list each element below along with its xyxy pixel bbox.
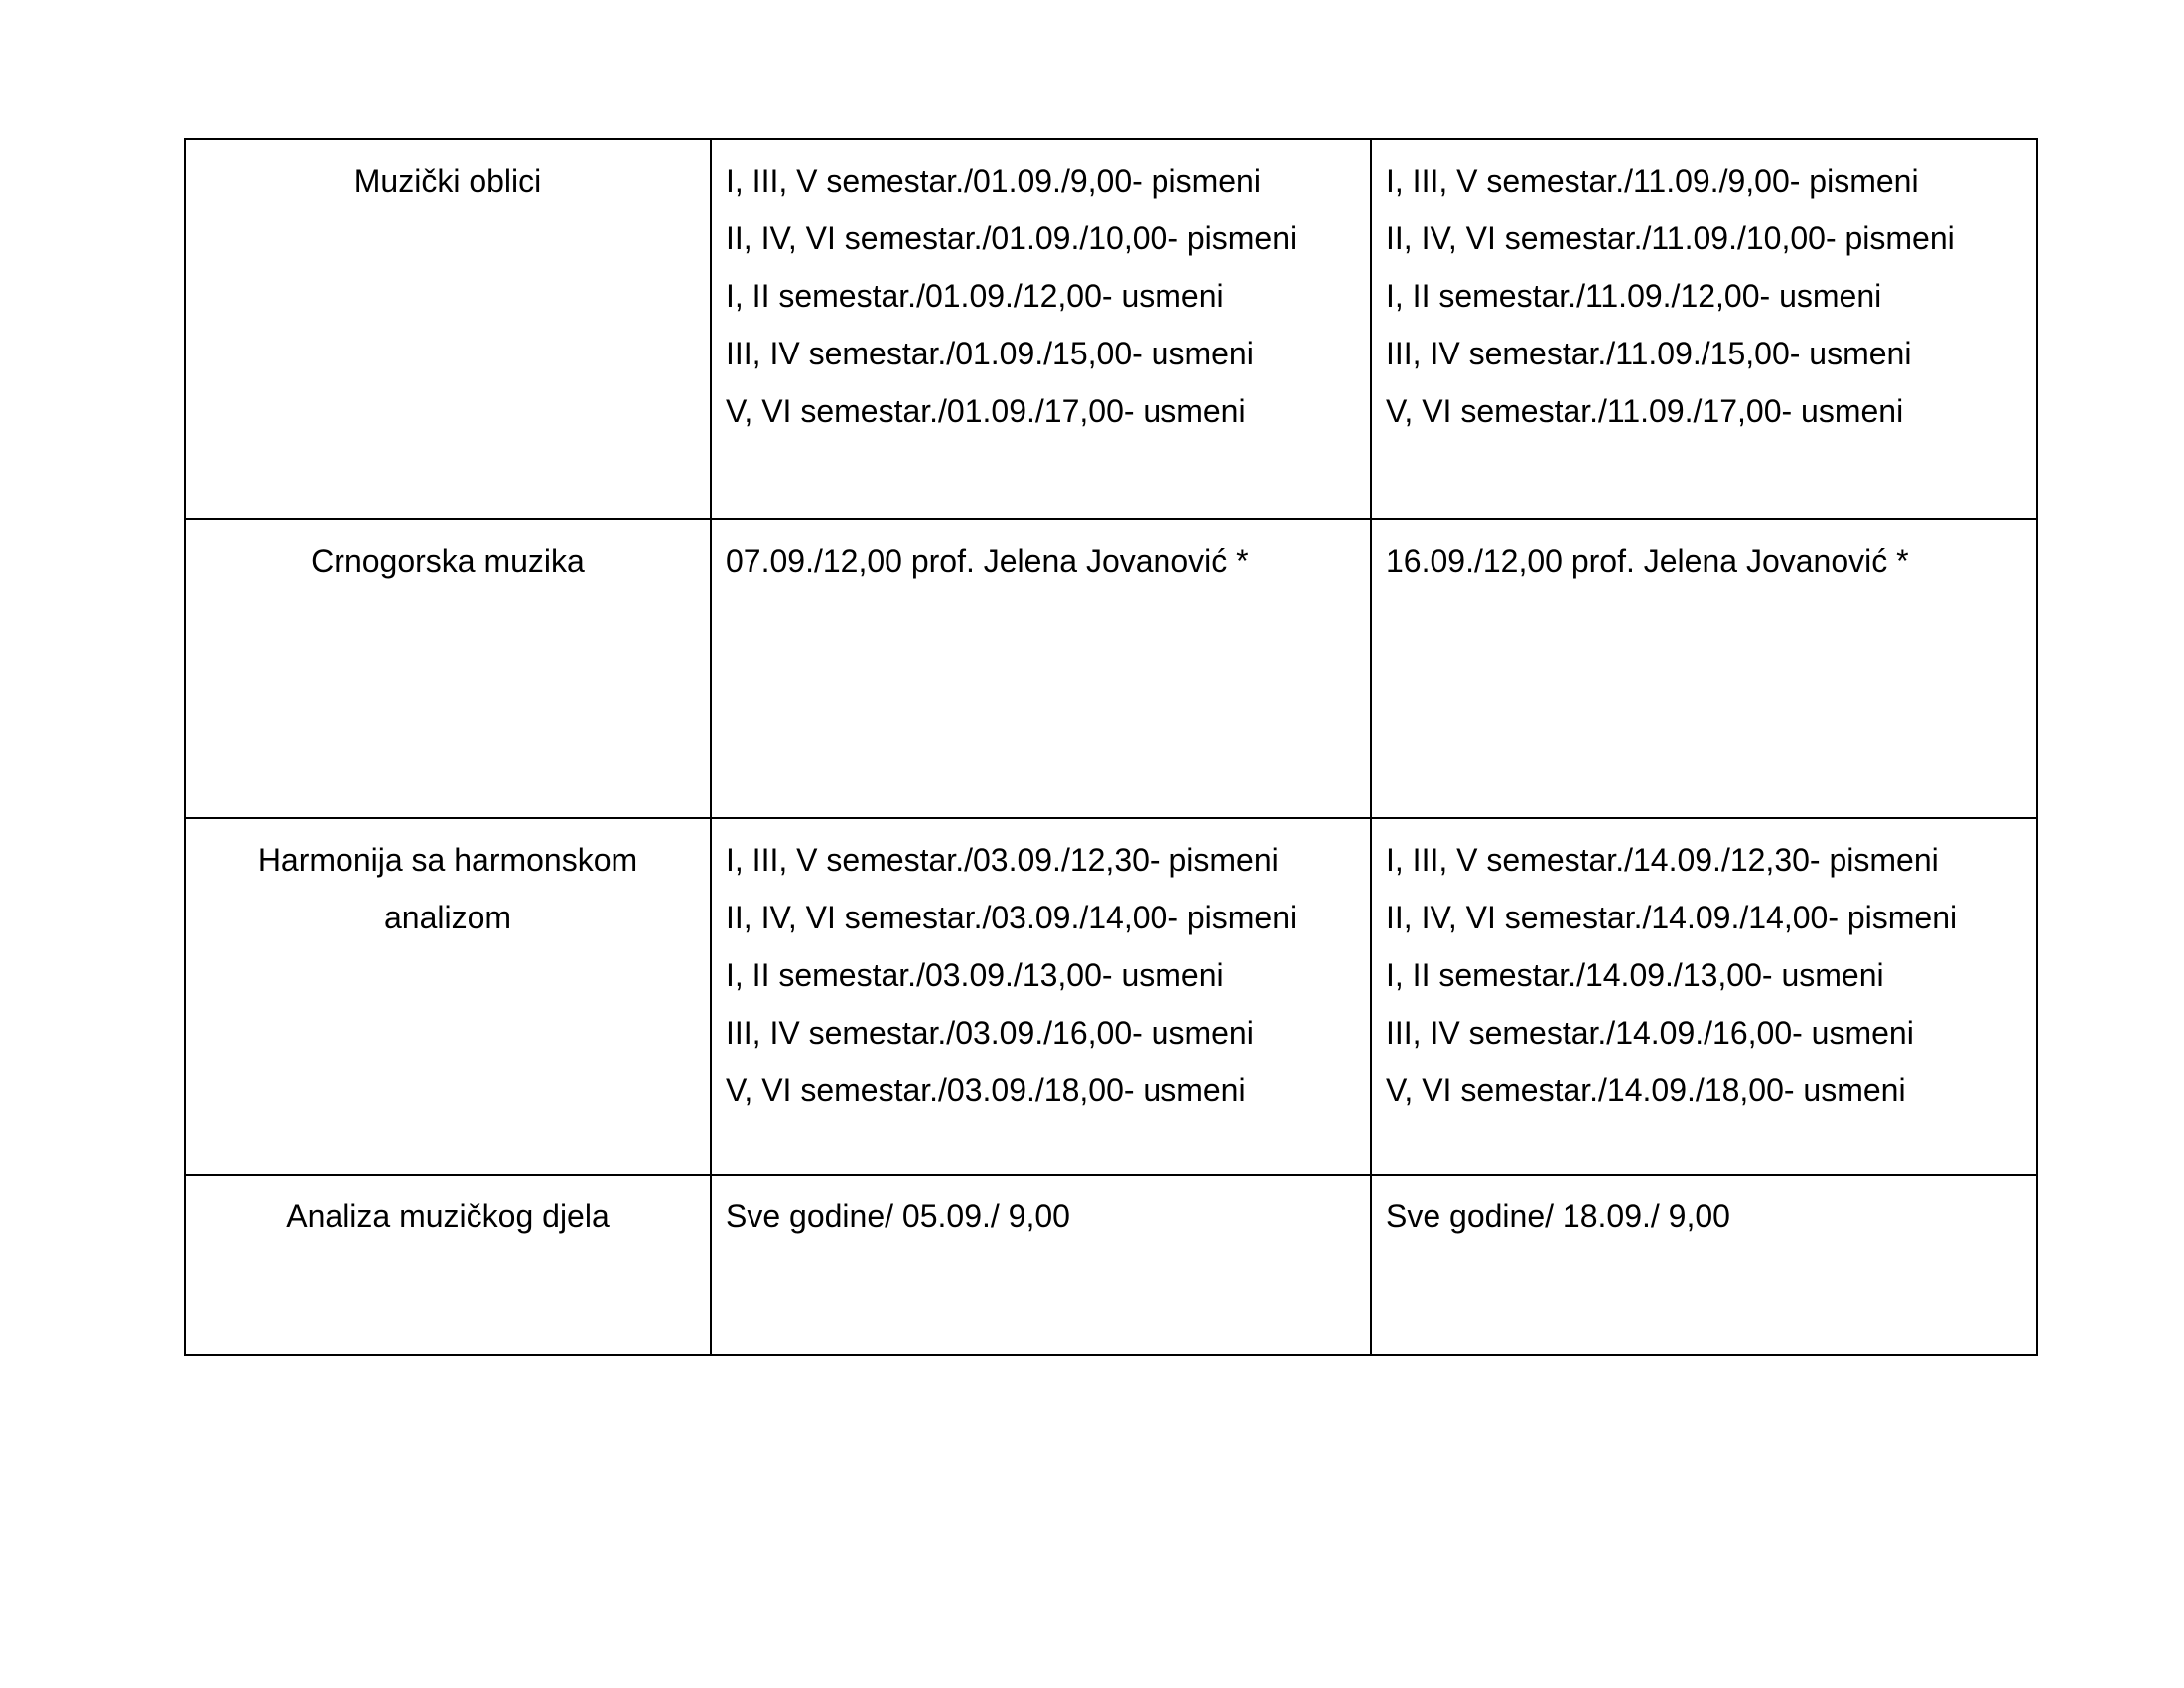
schedule-line: Sve godine/ 05.09./ 9,00 bbox=[726, 1198, 1070, 1234]
first-term-cell bbox=[711, 139, 1371, 519]
first-term-cell bbox=[711, 519, 1371, 818]
second-term-cell bbox=[1371, 519, 2037, 818]
first-term-cell bbox=[711, 1175, 1371, 1355]
schedule-line: I, III, V semestar./03.09./12,30- pismeni bbox=[726, 842, 1279, 878]
schedule-line: I, II semestar./03.09./13,00- usmeni bbox=[726, 957, 1224, 993]
schedule-line: III, IV semestar./03.09./16,00- usmeni bbox=[726, 1015, 1254, 1051]
schedule-line: V, VI semestar./03.09./18,00- usmeni bbox=[726, 1072, 1246, 1108]
schedule-line: I, III, V semestar./01.09./9,00- pismeni bbox=[726, 163, 1261, 199]
schedule-line: I, II semestar./14.09./13,00- usmeni bbox=[1386, 957, 1884, 993]
schedule-line: I, II semestar./01.09./12,00- usmeni bbox=[726, 278, 1224, 314]
schedule-line: III, IV semestar./14.09./16,00- usmeni bbox=[1386, 1015, 1914, 1051]
table-row bbox=[185, 818, 2037, 1175]
subject-cell bbox=[185, 519, 711, 818]
schedule-line: II, IV, VI semestar./14.09./14,00- pismeni bbox=[1386, 900, 1958, 935]
second-term-cell bbox=[1371, 139, 2037, 519]
subject-name: Harmonija sa harmonskom analizom bbox=[257, 842, 638, 935]
schedule-line: Sve godine/ 18.09./ 9,00 bbox=[1386, 1198, 1730, 1234]
schedule-line: I, III, V semestar./14.09./12,30- pismeni bbox=[1386, 842, 1939, 878]
schedule-line: I, III, V semestar./11.09./9,00- pismeni bbox=[1386, 163, 1919, 199]
subject-cell bbox=[185, 818, 711, 1175]
schedule-line: I, II semestar./11.09./12,00- usmeni bbox=[1386, 278, 1882, 314]
schedule-line: 16.09./12,00 prof. Jelena Jovanović * bbox=[1386, 543, 1909, 579]
subject-cell bbox=[185, 1175, 711, 1355]
schedule-line: V, VI semestar./11.09./17,00- usmeni bbox=[1386, 393, 1904, 429]
schedule-line: 07.09./12,00 prof. Jelena Jovanović * bbox=[726, 543, 1249, 579]
schedule-line: III, IV semestar./11.09./15,00- usmeni bbox=[1386, 336, 1912, 371]
subject-cell bbox=[185, 139, 711, 519]
schedule-line: III, IV semestar./01.09./15,00- usmeni bbox=[726, 336, 1254, 371]
schedule-line: II, IV, VI semestar./11.09./10,00- pismeni bbox=[1386, 220, 1955, 256]
table-row bbox=[185, 139, 2037, 519]
subject-name: Crnogorska muzika bbox=[311, 543, 585, 579]
first-term-cell bbox=[711, 818, 1371, 1175]
schedule-line: II, IV, VI semestar./01.09./10,00- pismeni bbox=[726, 220, 1297, 256]
table-row bbox=[185, 1175, 2037, 1355]
subject-name: Muzički oblici bbox=[353, 163, 542, 199]
second-term-cell bbox=[1371, 818, 2037, 1175]
schedule-line: V, VI semestar./14.09./18,00- usmeni bbox=[1386, 1072, 1906, 1108]
table-row bbox=[185, 519, 2037, 818]
schedule-line: II, IV, VI semestar./03.09./14,00- pismeni bbox=[726, 900, 1297, 935]
exam-schedule-table bbox=[184, 138, 2038, 1356]
subject-name: Analiza muzičkog djela bbox=[286, 1198, 610, 1234]
schedule-line: V, VI semestar./01.09./17,00- usmeni bbox=[726, 393, 1246, 429]
second-term-cell bbox=[1371, 1175, 2037, 1355]
